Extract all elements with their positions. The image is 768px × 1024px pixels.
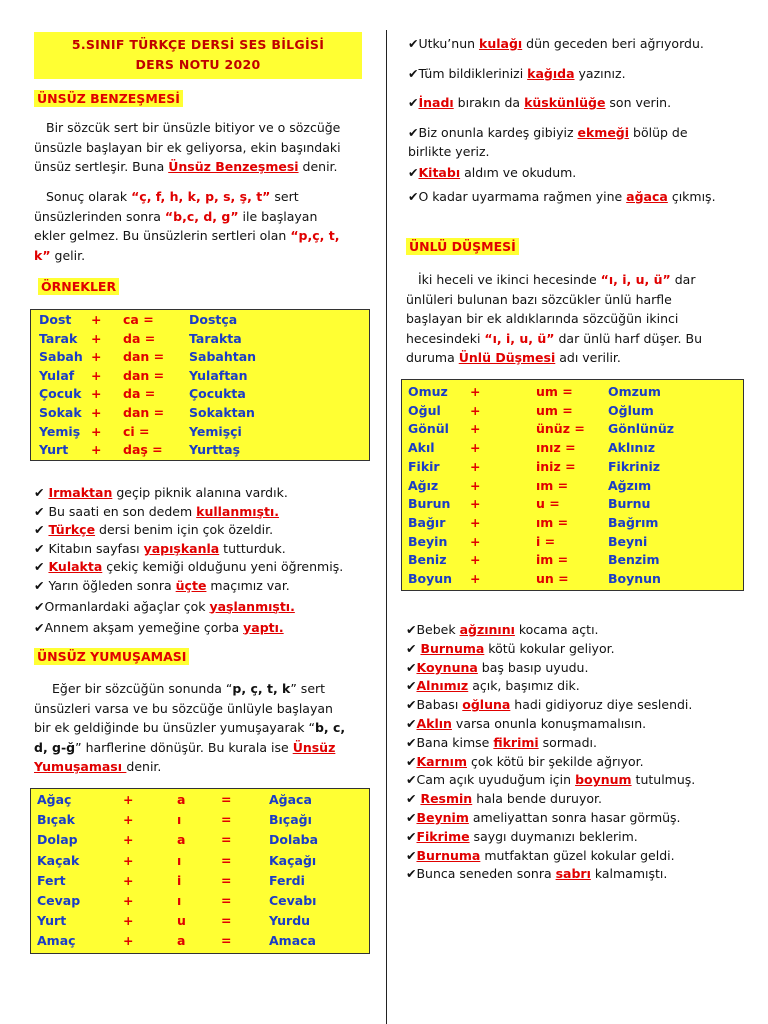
example-cell: a [177,832,186,848]
highlighted-word: Aklın [416,716,452,731]
example-cell: im = [536,552,569,568]
example-cell: + [123,893,134,908]
example-cell: = [221,933,232,949]
example-cell: Sabah [39,349,83,365]
example-sentence [408,35,704,53]
example-cell: Kaçak [37,852,80,868]
ud-vowels-1: “ı, i, u, ü” [600,272,671,287]
yum-a: Eğer bir sözcüğün sonunda “ [52,681,233,696]
example-cell: Cevabı [269,893,317,908]
example-cell: Yurt [39,442,69,458]
example-cell: + [91,312,102,327]
sentence-text: ✔Ormanlardaki ağaçlar çok [34,598,210,614]
example-cell: Boynun [608,571,661,586]
example-cell: Beyni [608,533,648,549]
example-cell: Ağaç [37,792,72,807]
example-cell: Bağrım [608,514,659,530]
example-cell: da = [123,330,156,346]
example-sentence [406,621,599,639]
example-sentence [34,558,343,576]
highlighted-word: sabrı [555,866,591,882]
benzesme-p2-e: ekler gelmez. Bu ünsüzlerin sertleri olan [34,228,291,243]
example-cell: Yurttaş [189,442,241,458]
example-cell: = [221,872,232,888]
benzesme-paragraph-2 [34,187,370,265]
example-cell: Çocukta [189,386,246,402]
title-line-2: DERS NOTU 2020 [135,57,261,72]
sentence-text: ✔ [406,640,421,656]
highlighted-word: Türkçe [48,522,96,538]
example-cell: Tarak [39,330,78,346]
example-cell: Sokaktan [189,405,255,420]
sentence-text: kötü kokular geliyor. [484,640,615,656]
example-cell: Çocuk [39,386,82,402]
yum-line2: ünsüzleri varsa ve bu sözcüğe ünlüyle başlayan [34,700,333,716]
document-title [34,32,362,79]
benzesme-p2-f: gelir. [50,247,86,263]
example-cell: ınız = [536,440,576,456]
example-sentence [34,619,284,637]
ud-a: İki heceli ve ikinci hecesinde [418,272,601,287]
sentence-text: varsa onunla konuşmamalısın. [451,716,647,731]
yum-sert: p, ç, t, k [232,681,291,696]
example-sentence [408,94,671,112]
yum-e: denir. [126,759,162,774]
example-sentence [406,771,695,789]
heading-unlu-dusmesi: ÜNLÜ DÜŞMESİ [406,238,519,255]
example-cell: Aklınız [608,440,656,456]
sentence-text: ✔Tüm bildiklerinizi [408,65,528,81]
ud-term: Ünlü Düşmesi [458,350,556,365]
title-line-1: 5.SINIF TÜRKÇE DERSİ SES BİLGİSİ [71,37,325,52]
example-cell: Beyin [408,533,448,549]
sentence-text: ✔Utku’nun [408,36,480,51]
highlighted-word: Fikrime [416,828,470,844]
example-sentence [34,503,279,521]
benzesme-paragraph-1 [34,118,370,177]
highlighted-word: Irmaktan [48,485,113,500]
example-cell: Benzim [608,552,660,568]
example-cell: + [91,423,102,439]
yum-b: ” sert [290,681,326,696]
example-cell: Ağaca [269,792,312,807]
unlu-dusmesi-paragraph [406,270,746,368]
sentence-text: çok kötü bir şekilde ağrıyor. [466,753,644,769]
sentence-text: aldım ve okudum. [460,165,577,180]
example-cell: = [221,852,232,868]
example-cell: Kaçağı [269,852,317,868]
sentence-text: ✔ [34,485,49,500]
highlighted-word: yaşlanmıştı. [209,598,295,614]
example-cell: + [123,812,134,828]
example-cell: Yulaftan [189,367,248,383]
benzesme-p1-line2: ünsüzle başlayan bir ek geliyorsa, ekin başındaki [34,139,341,155]
highlighted-word: Kulakta [48,559,103,575]
example-cell: ım = [536,514,569,530]
example-cell: + [470,402,481,418]
example-cell: Cevap [37,893,81,908]
highlighted-word: kullanmıştı. [196,503,280,519]
sentence-text: bölüp de [629,124,688,140]
example-cell: um = [536,402,573,418]
example-cell: Yemişçi [189,423,242,439]
ud-e: duruma [406,350,459,365]
example-cell: + [123,792,134,807]
sentence-text: yazınız. [574,65,626,81]
example-sentence [34,521,273,539]
benzesme-sertler-list-end: k” [34,247,51,263]
highlighted-word: Karnım [416,753,467,769]
example-cell: Dolap [37,832,78,848]
example-cell: + [91,367,102,383]
example-cell: Dostça [189,312,238,327]
sentence-text: ✔ Yarın öğleden sonra [34,578,176,593]
sentence-text: ✔ [406,659,417,675]
highlighted-word: yaptı. [243,619,284,635]
sentence-text: ✔Bana kimse [406,734,494,750]
example-cell: + [91,405,102,420]
example-cell: da = [123,386,156,402]
example-sentence [34,577,290,595]
sentence-text: maçımız var. [206,578,290,593]
example-cell: = [221,832,232,848]
sentence-text: birlikte yeriz. [408,144,490,159]
sentence-text: ✔O kadar uyarmama rağmen yine [408,188,627,204]
heading-unsuz-benzesmesi: ÜNSÜZ BENZEŞMESİ [34,90,183,107]
example-cell: ünüz = [536,421,585,437]
highlighted-word: Kitabı [418,165,461,180]
example-sentence [406,753,644,771]
sentence-text: ✔ Bu saati en son dedem [34,503,197,519]
yum-term-2: Yumuşaması [34,759,127,774]
example-cell: + [123,852,134,868]
sentence-text: ✔ Kitabın sayfası [34,540,144,556]
sentence-text: ✔ [406,678,417,694]
sentence-text: açık, başımız dik. [468,678,580,694]
example-cell: Burun [408,496,451,512]
example-cell: um = [536,384,573,399]
example-cell: = [221,812,232,828]
example-sentence [406,715,646,733]
example-cell: a [177,792,186,807]
highlighted-word: Resmin [420,791,473,807]
example-cell: Omuz [408,384,448,399]
example-cell: Akıl [408,440,435,456]
example-cell: + [123,933,134,949]
sentence-text: bırakın da [453,95,525,110]
benzesme-yumusak-list: “b,c, d, g” [164,208,239,224]
example-sentence [406,790,602,808]
example-sentence [406,734,597,752]
sentence-text: dün geceden beri ağrıyordu. [522,36,704,51]
sentence-text: ✔ [406,791,421,807]
unlu-dusmesi-examples-box [401,379,744,591]
benzesme-p2-b: sert [270,189,299,204]
sentence-text: son verin. [605,95,672,110]
sentence-text: ✔ [406,828,417,844]
example-cell: + [91,349,102,365]
heading-unsuz-yumusamasi: ÜNSÜZ YUMUŞAMASI [34,648,189,665]
example-cell: i [177,872,182,888]
example-cell: Sokak [39,405,82,420]
example-sentence [406,659,588,677]
highlighted-word: Alnımız [416,678,469,694]
sentence-text: mutfaktan güzel kokular geldi. [480,847,675,863]
example-sentence [408,65,626,83]
benzesme-p1-end: denir. [298,159,338,174]
example-cell: Yurt [37,913,67,929]
example-cell: + [123,872,134,888]
example-cell: Fert [37,872,66,888]
example-cell: Gönül [408,421,449,437]
sentence-text: ✔Bunca seneden sonra [406,866,556,882]
example-cell: dan = [123,405,165,420]
example-cell: + [470,552,481,568]
ud-d: dar ünlü harf düşer. Bu [554,330,703,346]
example-cell: Yurdu [269,913,311,929]
example-sentence [34,598,295,616]
ud-f: adı verilir. [555,350,621,365]
example-cell: + [470,496,481,512]
benzesme-term: Ünsüz Benzeşmesi [168,159,299,174]
ud-vowels-2: “ı, i, u, ü” [484,330,555,346]
example-cell: = [221,893,232,908]
example-sentence [406,847,675,865]
example-cell: un = [536,571,569,586]
sentence-text: dersi benim için çok özeldir. [95,522,274,538]
example-cell: + [470,571,481,586]
highlighted-word: Burnuma [416,847,481,863]
sentence-text: kalmamıştı. [590,866,668,882]
example-cell: + [91,386,102,402]
example-cell: a [177,933,186,949]
ud-c: hecesindeki [406,330,485,346]
highlighted-word: boynum [575,772,632,788]
sentence-text: ✔ [34,522,49,538]
example-cell: Amaca [269,933,316,949]
example-cell: Burnu [608,496,651,512]
example-sentence [408,164,576,182]
example-cell: Omzum [608,384,661,399]
sentence-text: ameliyattan sonra hasar görmüş. [468,810,681,825]
example-cell: iniz = [536,458,576,474]
sentence-text: ✔ [408,95,419,110]
sentence-text: geçip piknik alanına vardık. [112,485,288,500]
yum-bc: b, c, [314,720,346,735]
column-divider [386,30,387,1024]
example-cell: + [470,514,481,530]
example-cell: + [470,440,481,456]
benzesme-p2-d: ile başlayan [238,208,318,224]
example-cell: ca = [123,312,154,327]
sentence-text: ✔Bebek [406,622,460,637]
example-cell: Bıçak [37,812,75,828]
sentence-text: hadi gidiyoruz diye seslendi. [510,697,693,713]
ud-line3: başlayan bir ek aldıklarında sözcüğün ikinci [406,311,679,326]
ud-b: dar [670,272,696,287]
highlighted-word: kulağı [479,36,523,51]
example-cell: Sabahtan [189,349,257,365]
example-cell: dan = [123,367,165,383]
highlighted-word: ağzınını [459,622,515,637]
benzesme-examples-box [30,309,370,461]
example-cell: + [91,442,102,458]
highlighted-word: fikrimi [493,734,539,750]
highlighted-word: Burnuma [420,640,485,656]
sentence-text: ✔Biz onunla kardeş gibiyiz [408,124,578,140]
example-sentence [408,188,716,206]
example-cell: Yulaf [39,367,75,383]
benzesme-p1-line3 [34,157,370,177]
example-cell: Beniz [408,552,447,568]
highlighted-word: ağaca [626,188,668,204]
example-cell: Boyun [408,571,453,586]
sentence-text: ✔ [34,559,49,575]
example-sentence [408,124,688,142]
example-cell: Dolaba [269,832,319,848]
yumusama-examples-box [30,788,370,954]
example-cell: Gönlünüz [608,421,675,437]
example-cell: Tarakta [189,330,242,346]
benzesme-p1-line1: Bir sözcük sert bir ünsüzle bitiyor ve o sözcüğe [46,120,341,135]
sentence-text: ✔ [406,753,417,769]
example-cell: Oğul [408,402,441,418]
example-cell: + [470,384,481,399]
example-sentence [406,696,692,714]
yum-d: ” harflerine dönüşür. Bu kurala ise [75,739,293,755]
highlighted-word: oğluna [462,697,511,713]
example-sentence [406,828,638,846]
example-cell: + [123,913,134,929]
example-sentence [406,677,580,695]
example-cell: Ağız [408,477,439,493]
benzesme-p2-a: Sonuç olarak [46,189,132,204]
highlighted-word: İnadı [418,95,454,110]
sentence-text: ✔ [408,165,419,180]
highlighted-word: ekmeği [577,124,630,140]
example-cell: ı [177,893,182,908]
highlighted-word: Beynim [416,810,469,825]
example-sentence [406,809,681,827]
example-cell: Fikriniz [608,458,661,474]
example-cell: = [221,792,232,807]
example-cell: + [470,477,481,493]
highlighted-word: yapışkanla [143,540,220,556]
example-cell: Ferdi [269,872,305,888]
example-cell: Fikir [408,458,440,474]
example-cell: Amaç [37,933,76,949]
example-cell: Bıçağı [269,812,312,828]
example-cell: + [123,832,134,848]
sentence-text: ✔ [406,716,417,731]
benzesme-p2-c: ünsüzlerinden sonra [34,208,165,224]
benzesme-sertler-list: “p,ç, t, [290,228,340,243]
highlighted-word: Koynuna [416,659,478,675]
heading-ornekler: ÖRNEKLER [38,278,119,295]
sentence-text: ✔ [406,847,417,863]
sentence-text: saygı duymanızı beklerim. [469,828,638,844]
example-cell: u = [536,496,560,512]
yum-c: bir ek geldiğinde bu ünsüzler yumuşayarak “ [34,720,315,735]
example-cell: ı [177,852,182,868]
yumusama-paragraph [34,679,370,777]
sentence-text: ✔Babası [406,697,463,713]
example-cell: Ağzım [608,477,652,493]
example-cell: dan = [123,349,165,365]
sentence-text: tutulmuş. [631,772,696,788]
example-cell: + [91,330,102,346]
example-sentence [406,640,615,658]
example-cell: Yemiş [39,423,81,439]
example-sentence [406,865,667,883]
example-cell: + [470,421,481,437]
sentence-text: çıkmış. [667,188,716,204]
sentence-text: ✔Annem akşam yemeğine çorba [34,619,244,635]
highlighted-word: üçte [175,578,207,593]
yum-term-1: Ünsüz [292,739,336,755]
benzesme-p1-text: ünsüz sertleşir. Buna [34,159,169,174]
example-sentence [408,143,490,161]
example-cell: Bağır [408,514,446,530]
example-cell: ım = [536,477,569,493]
example-cell: i = [536,533,556,549]
highlighted-word: küskünlüğe [524,95,606,110]
example-cell: + [470,533,481,549]
example-sentence [34,484,288,502]
sentence-text: sormadı. [538,734,597,750]
yum-dg: d, g-ğ [34,739,76,755]
example-cell: Oğlum [608,402,654,418]
sentence-text: hala bende duruyor. [472,791,602,807]
highlighted-word: kağıda [527,65,575,81]
example-cell: daş = [123,442,163,458]
example-cell: + [470,458,481,474]
benzesme-sert-list: “ç, f, h, k, p, s, ş, t” [131,189,271,204]
ud-line2: ünlüleri bulunan bazı sözcükler ünlü harfle [406,291,672,307]
example-sentence [34,540,286,558]
example-cell: ı [177,812,182,828]
sentence-text: ✔Cam açık uyuduğum için [406,772,576,788]
sentence-text: ✔ [406,810,417,825]
example-cell: = [221,913,232,929]
example-cell: Dost [39,312,72,327]
example-cell: ci = [123,423,150,439]
sentence-text: çekiç kemiği olduğunu yeni öğrenmiş. [102,559,344,575]
sentence-text: kocama açtı. [514,622,599,637]
sentence-text: tutturduk. [219,540,286,556]
sentence-text: baş basıp uyudu. [477,659,589,675]
example-cell: u [177,913,186,929]
